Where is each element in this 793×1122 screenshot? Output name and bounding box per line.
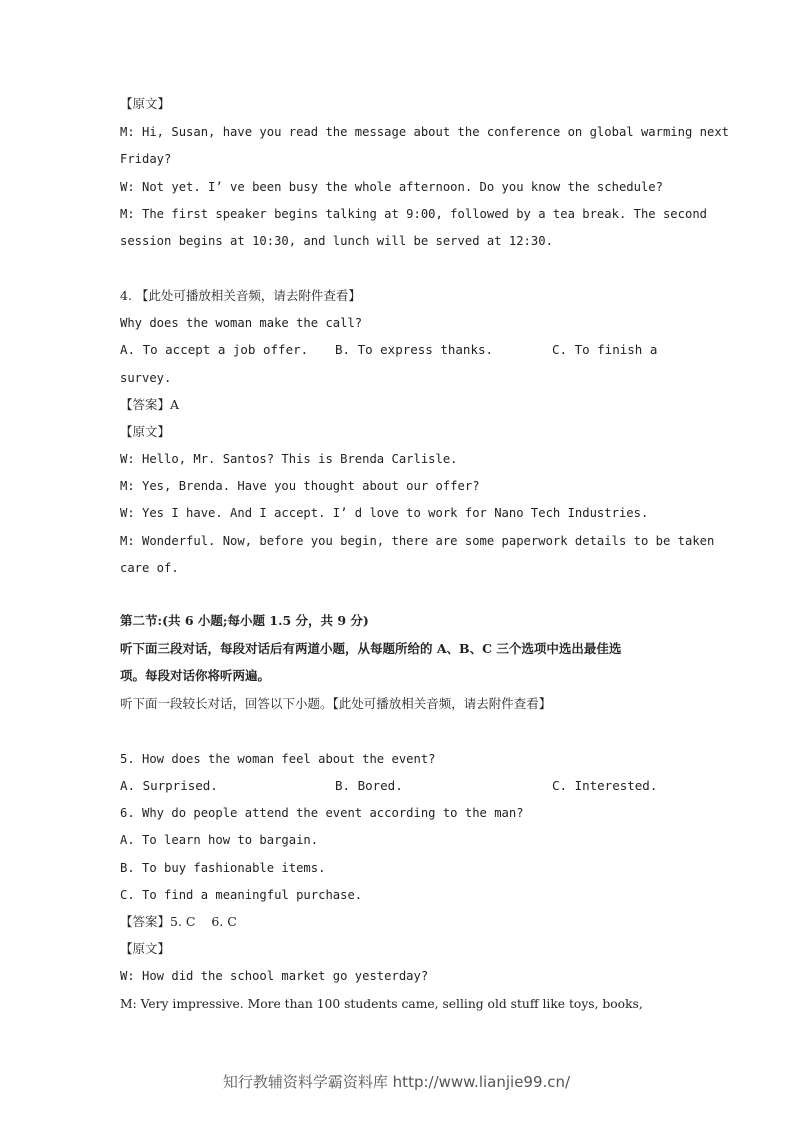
transcript-heading: 【原文】	[120, 941, 171, 956]
question-4-option-a: A. To accept a job offer.	[120, 342, 309, 357]
questions-5-6-answer: 【答案】5. C 6. C	[120, 914, 237, 929]
question-5-option-c: C. Interested.	[552, 778, 658, 793]
transcript-heading: 【原文】	[120, 96, 171, 111]
section-2-intro: 听下面一段较长对话，回答以下小题。【此处可播放相关音频，请去附件查看】	[120, 696, 552, 711]
transcript-heading: 【原文】	[120, 424, 171, 439]
footer-watermark: 知行教辅资料学霸资料库 http://www.lianjie99.cn/	[222, 1073, 571, 1091]
question-4-option-c: C. To finish a	[552, 342, 658, 357]
question-4-text: Why does the woman make the call?	[120, 316, 363, 330]
question-6-text: 6. Why do people attend the event according to the man?	[120, 806, 524, 820]
question-6-option-b: B. To buy fashionable items.	[120, 861, 326, 875]
transcript-line: M: Wonderful. Now, before you begin, there are some paperwork details to be taken	[120, 534, 715, 548]
transcript-line: W: Yes I have. And I accept. I’ d love to work for Nano Tech Industries.	[120, 506, 649, 520]
question-4-prompt: 4. 【此处可播放相关音频，请去附件查看】	[120, 288, 361, 303]
question-6-option-a: A. To learn how to bargain.	[120, 833, 319, 847]
question-4-answer: 【答案】A	[120, 397, 180, 412]
transcript-line: W: How did the school market go yesterday?	[120, 969, 429, 983]
transcript-line: W: Not yet. I’ ve been busy the whole afternoon. Do you know the schedule?	[120, 180, 663, 194]
transcript-line: Friday?	[120, 152, 172, 166]
section-2-title: 第二节:(共 6 小题;每小题 1.5 分，共 9 分)	[120, 613, 369, 628]
transcript-line: M: Hi, Susan, have you read the message about the conference on global warming next	[120, 125, 730, 139]
section-2-instruction: 听下面三段对话，每段对话后有两道小题，从每题所给的 A、B、C 三个选项中选出最佳选	[120, 641, 622, 656]
section-2-instruction: 项。每段对话你将听两遍。	[120, 668, 271, 683]
question-5-option-b: B. Bored.	[335, 778, 403, 793]
transcript-line: session begins at 10:30, and lunch will be served at 12:30.	[120, 234, 553, 248]
transcript-line: care of.	[120, 561, 179, 575]
question-6-option-c: C. To find a meaningful purchase.	[120, 888, 363, 902]
transcript-line: M: Very impressive. More than 100 students came, selling old stuff like toys, books,	[120, 997, 643, 1011]
question-4-option-c-continued: survey.	[120, 371, 172, 385]
transcript-line: W: Hello, Mr. Santos? This is Brenda Carlisle.	[120, 452, 458, 466]
question-4-option-b: B. To express thanks.	[335, 342, 494, 357]
question-5-option-a: A. Surprised.	[120, 778, 218, 793]
transcript-line: M: The first speaker begins talking at 9:00, followed by a tea break. The second	[120, 207, 707, 221]
transcript-line: M: Yes, Brenda. Have you thought about our offer?	[120, 479, 480, 493]
question-5-text: 5. How does the woman feel about the event?	[120, 752, 436, 766]
